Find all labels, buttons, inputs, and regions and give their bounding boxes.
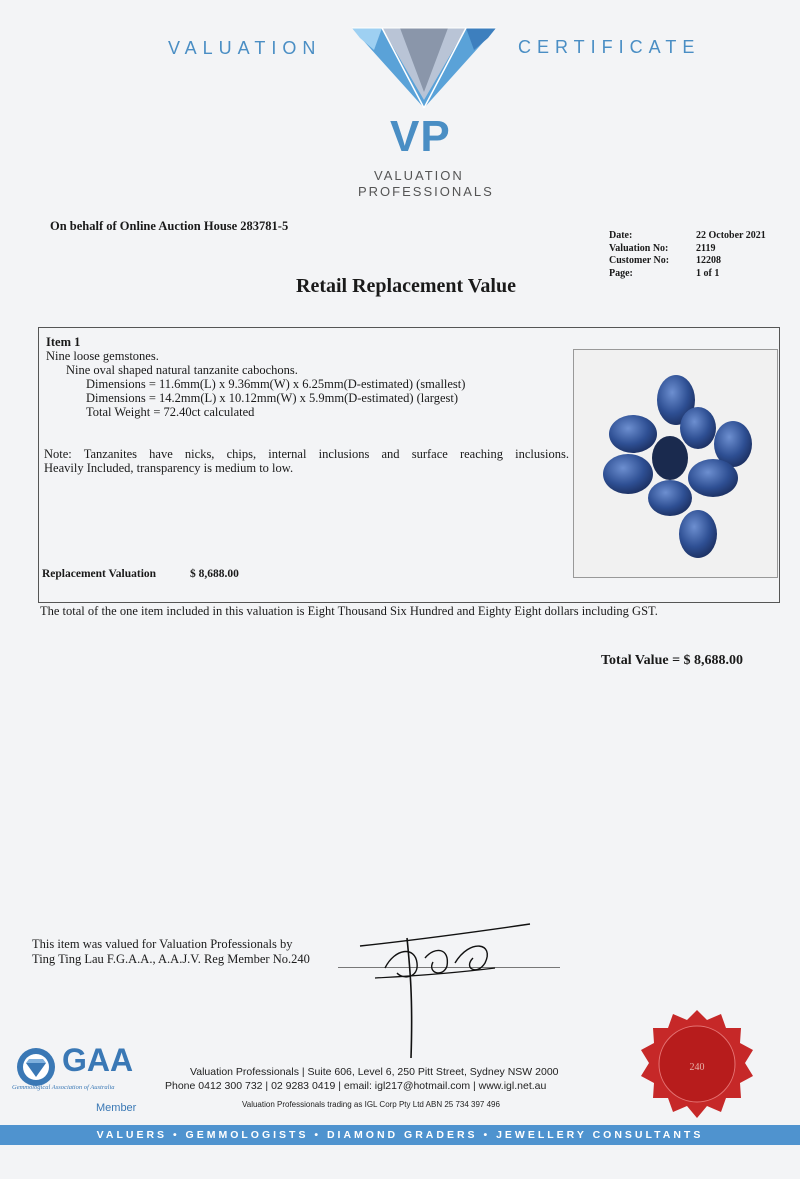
gemstones-image	[574, 350, 777, 577]
header-left-word: VALUATION	[168, 38, 322, 58]
header-right-word: CERTIFICATE	[518, 37, 701, 57]
item-note1: Note: Tanzanites have nicks, chips, internal inclusions and surface reaching inclusions.	[44, 447, 569, 461]
footer-band: VALUERS • GEMMOLOGISTS • DIAMOND GRADERS • JEWELLERY CONSULTANTS	[0, 1125, 800, 1145]
meta-label: Valuation No:	[609, 242, 669, 254]
signature	[355, 918, 535, 1063]
meta-label: Date:	[609, 230, 633, 241]
footer-address: Valuation Professionals | Suite 606, Level 6, 250 Pitt Street, Sydney NSW 2000	[190, 1066, 559, 1078]
meta-values	[696, 230, 766, 280]
valuer-line2: Ting Ting Lau F.G.A.A., A.A.J.V. Reg Member No.240	[32, 952, 310, 966]
footer-contact: Phone 0412 300 732 | 02 9283 0419 | email: igl217@hotmail.com | www.igl.net.au	[165, 1080, 547, 1092]
item-line2: Nine oval shaped natural tanzanite cabochons.	[66, 363, 298, 377]
logo-letters: VP	[390, 112, 451, 161]
page-title: Retail Replacement Value	[296, 275, 516, 297]
logo-line1: VALUATION	[374, 168, 464, 183]
item-line5: Total Weight = 72.40ct calculated	[86, 405, 255, 419]
item-line4: Dimensions = 14.2mm(L) x 10.12mm(W) x 5.9mm(D-estimated) (largest)	[86, 391, 459, 405]
meta-value-customer-no: 12208	[696, 255, 721, 266]
meta-labels	[609, 230, 669, 280]
meta-label: Page:	[609, 267, 633, 279]
meta-value-date: 22 October 2021	[696, 230, 766, 241]
gaa-member: Member	[96, 1102, 137, 1114]
gaa-emblem-icon	[14, 1047, 58, 1087]
replacement-label: Replacement Valuation	[42, 568, 157, 580]
total-value: Total Value = $ 8,688.00	[601, 653, 744, 668]
gaa-subtitle: Gemmological Association of Australia	[12, 1084, 115, 1091]
valuer-line1: This item was valued for Valuation Professionals by	[32, 937, 293, 951]
meta-value-valuation-no: 2119	[696, 242, 716, 254]
total-sentence: The total of the one item included in this valuation is Eight Thousand Six Hundred and Eighty Eight dollars including GST.	[40, 604, 658, 618]
gemstones-photo	[573, 349, 778, 578]
item-heading: Item 1	[46, 335, 81, 349]
on-behalf-line: On behalf of Online Auction House 283781-5	[50, 219, 289, 233]
seal-number: 240	[689, 1062, 705, 1073]
red-seal-icon	[637, 1008, 757, 1123]
logo-line2: PROFESSIONALS	[358, 184, 494, 199]
gaa-letters: GAA	[62, 1042, 134, 1078]
meta-label: Customer No:	[609, 255, 670, 266]
item-note2: Heavily Included, transparency is medium to low.	[44, 461, 294, 475]
item-line1: Nine loose gemstones.	[46, 349, 159, 363]
footer-abn: Valuation Professionals trading as IGL Corp Pty Ltd ABN 25 734 397 496	[242, 1100, 500, 1109]
replacement-value: $ 8,688.00	[190, 568, 239, 580]
diamond-logo-icon	[352, 22, 496, 112]
item-line3: Dimensions = 11.6mm(L) x 9.36mm(W) x 6.25mm(D-estimated) (smallest)	[86, 377, 466, 391]
meta-value-page: 1 of 1	[696, 267, 720, 279]
